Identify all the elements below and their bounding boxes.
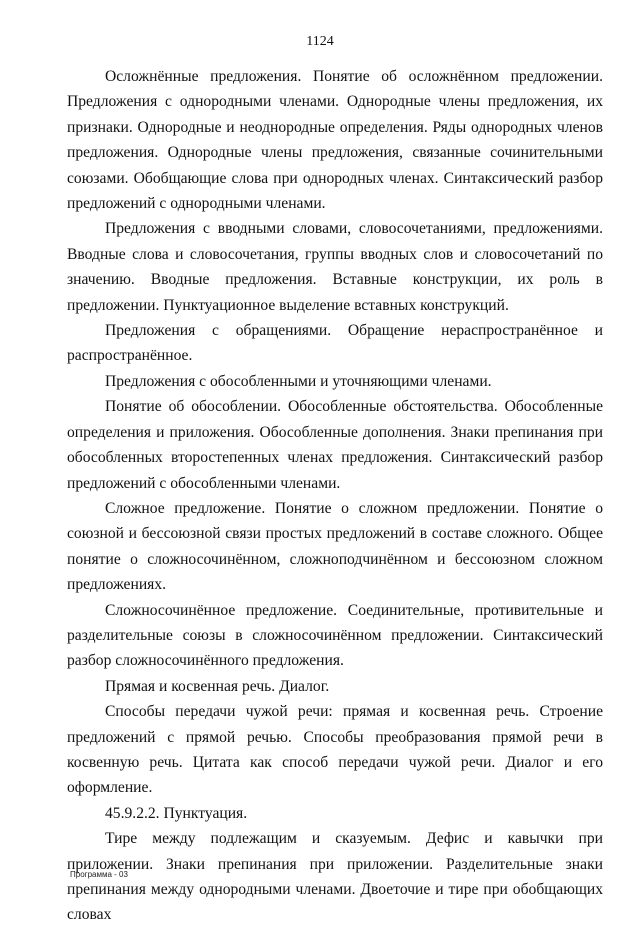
page-number: 1124 xyxy=(306,34,334,49)
paragraph-complex-sentence: Сложное предложение. Понятие о сложном предложении. Понятие о союзной и бессоюзной связи простых предложений в составе сложного. Общее понятие о сложносочинённом, сложноподчинённом и бессоюзном сложном предложениях. xyxy=(67,499,603,594)
paragraph-complicated-sentences: Осложнённые предложения. Понятие об осложнённом предложении. Предложения с однородными членами. Однородные члены предложения, их признаки. Однородные и неоднородные определения. Ряды однородных членов предложения. Однородные члены предложения, связанные сочинительными союзами. Обобщающие слова при однородных членах. Синтаксический разбор предложений с однородными членами. xyxy=(67,68,603,213)
paragraph-isolated-members-heading: Предложения с обособленными и уточняющими членами. xyxy=(105,372,492,390)
paragraph-reported-speech: Способы передачи чужой речи: прямая и косвенная речь. Строение предложений с прямой речью. Способы преобразования прямой речи в косвенную речь. Цитата как способ передачи чужой речи. Диалог и его оформление. xyxy=(67,703,603,797)
paragraph-compound-sentence: Сложносочинённое предложение. Соединительные, противительные и разделительные союзы в сложносочинённом предложении. Синтаксический разбор сложносочинённого предложения. xyxy=(67,601,603,670)
paragraph-isolation-concept: Понятие об обособлении. Обособленные обстоятельства. Обособленные определения и приложения. Обособленные дополнения. Знаки препинания при обособленных второстепенных членах предложения. Синтаксический разбор предложений с обособленными членами. xyxy=(67,398,603,492)
paragraph-punctuation-heading: 45.9.2.2. Пунктуация. xyxy=(105,804,248,822)
document-body xyxy=(67,64,603,928)
paragraph-direct-speech-heading: Прямая и косвенная речь. Диалог. xyxy=(105,677,330,695)
paragraph-introductory-words: Предложения с вводными словами, словосочетаниями, предложениями. Вводные слова и словосочетания, группы вводных слов и словосочетаний по значению. Вводные предложения. Вставные конструкции, их роль в предложении. Пунктуационное выделение вставных конструкций. xyxy=(67,220,603,314)
paragraph-addresses: Предложения с обращениями. Обращение нераспространённое и распространённое. xyxy=(67,322,603,365)
paragraph-dash-and-hyphen: Тире между подлежащим и сказуемым. Дефис и кавычки при приложении. Знаки препинания при приложении. Разделительные знаки препинания между однородными членами. Двоеточие и тире при обобщающих словах xyxy=(67,830,603,924)
footer-program-code: Программа - 03 xyxy=(70,870,128,879)
